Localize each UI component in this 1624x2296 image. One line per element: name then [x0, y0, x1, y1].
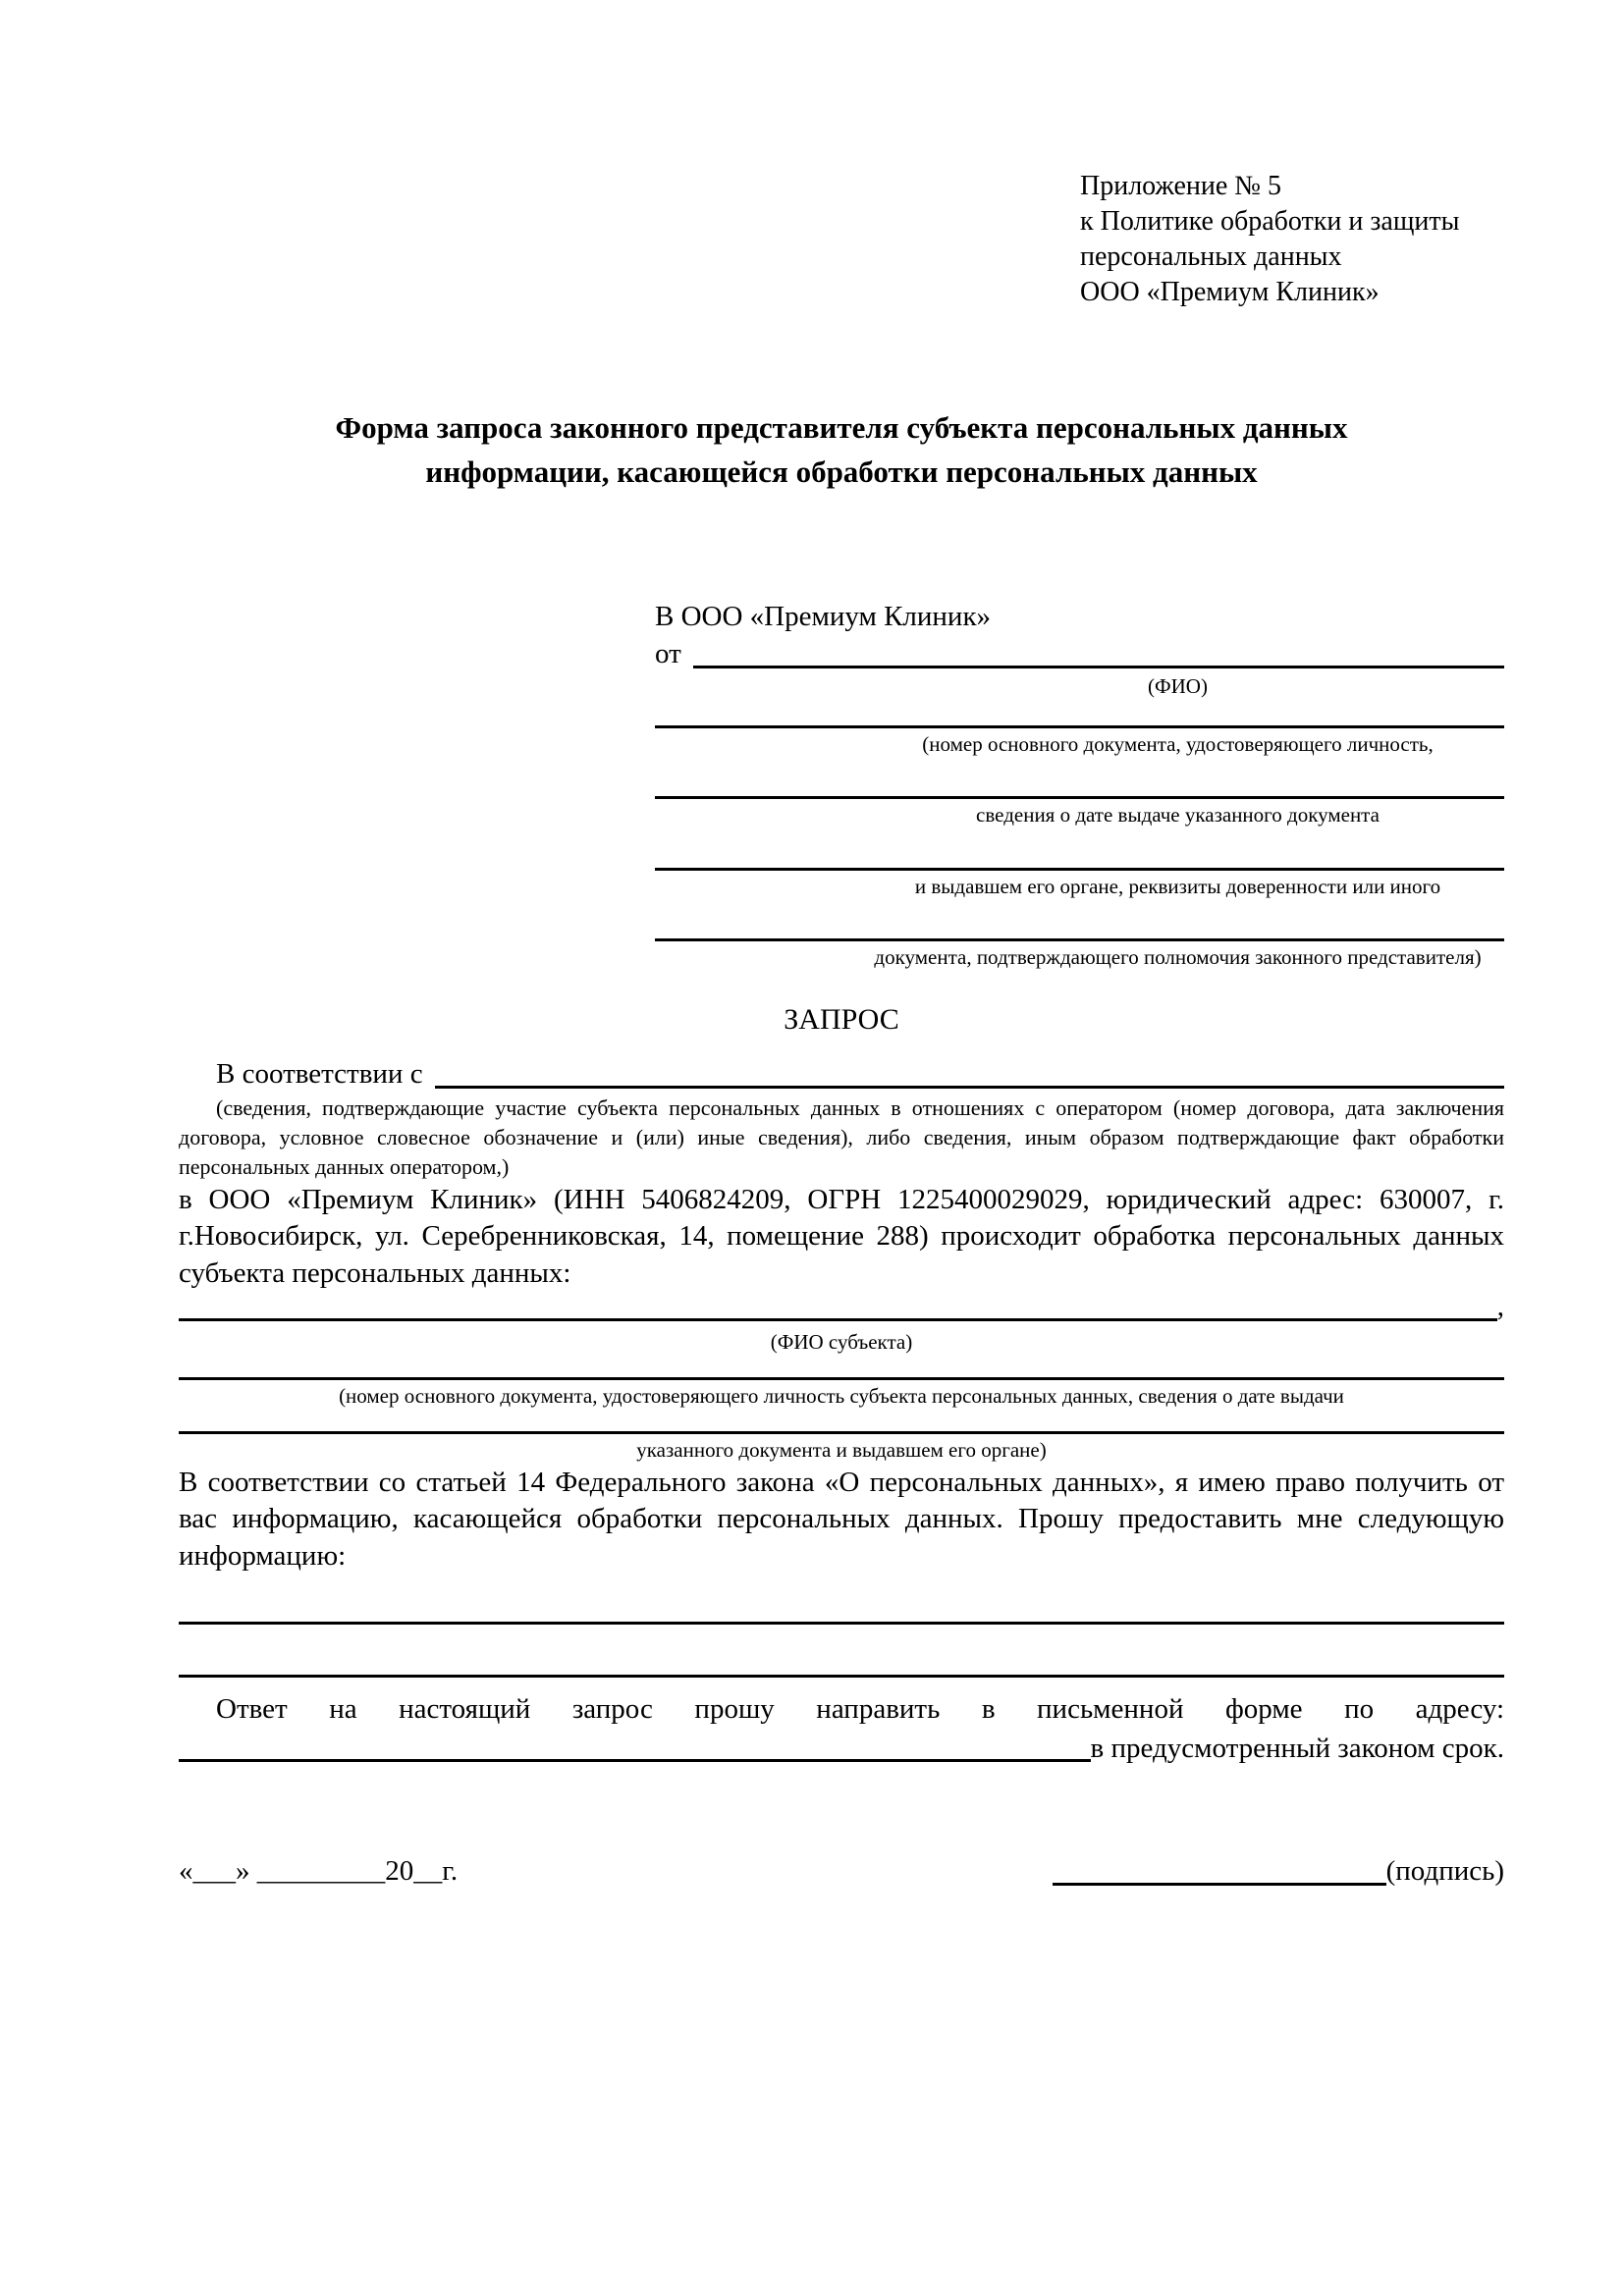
- subject-document-caption: (номер основного документа, удостоверяющего личность субъекта персональных данных, сведения о дате выдачи: [339, 1383, 1344, 1408]
- addressee-organization: В ООО «Премиум Клиник»: [655, 601, 992, 633]
- reply-suffix: в предусмотренный законом срок.: [1090, 1732, 1504, 1764]
- reply-address-blank-line: [179, 1759, 1091, 1762]
- request-heading: ЗАПРОС: [784, 1003, 899, 1037]
- signature-field: [1053, 1853, 1504, 1891]
- information-blank-line: [179, 1575, 1504, 1625]
- subject-fio-field: [179, 1290, 1504, 1326]
- appendix-line: персональных данных: [1080, 241, 1342, 273]
- from-label: от: [655, 638, 681, 669]
- date-blank: «___» _________20__г.: [179, 1855, 459, 1888]
- subject-fio-comma: ,: [1496, 1290, 1504, 1322]
- rights-paragraph: В соответствии со статьей 14 Федерального закона «О персональных данных», я имею право получить от вас информацию, касающейся обработки персональных данных. Прошу предоставить мне следующую информацию:: [179, 1466, 1504, 1572]
- document-number-blank-line: [655, 700, 1504, 728]
- form-title-line: Форма запроса законного представителя субъекта персональных данных: [335, 410, 1348, 446]
- fio-caption: (ФИО): [1148, 673, 1208, 698]
- form-title: [179, 406, 1504, 495]
- footer: [179, 1853, 1504, 1891]
- from-field: [655, 636, 1504, 673]
- subject-fio-caption: (ФИО субъекта): [770, 1329, 913, 1354]
- appendix-reference: [1080, 169, 1504, 310]
- subject-authority-blank-line: [179, 1410, 1504, 1434]
- form-title-line: информации, касающейся обработки персональных данных: [425, 454, 1258, 490]
- accordance-caption: (сведения, подтверждающие участие субъекта персональных данных в отношениях с оператором (номер договора, дата заключения договора, условное словесное обозначение и (или) иные сведения), либо сведения, иным образом подтверждающие факт обработки персональных данных оператором,): [179, 1095, 1504, 1179]
- issuing-authority-blank-line: [655, 829, 1504, 871]
- signature-blank-line: [1053, 1883, 1386, 1886]
- information-blank-line: [179, 1625, 1504, 1678]
- subject-document-blank-line: [179, 1356, 1504, 1380]
- addressee-block: [655, 599, 1504, 971]
- reply-paragraph: Ответ на настоящий запрос прошу направить в письменной форме по адресу:: [216, 1692, 1504, 1725]
- accordance-label: В соответствии с: [216, 1058, 423, 1091]
- appendix-line: Приложение № 5: [1080, 171, 1281, 201]
- signature-caption: (подпись): [1385, 1855, 1504, 1888]
- issuing-authority-caption: и выдавшем его органе, реквизиты доверенности или иного: [914, 874, 1441, 898]
- accordance-blank-line: [435, 1086, 1504, 1089]
- reply-address-field: [179, 1728, 1504, 1767]
- accordance-field: [179, 1056, 1504, 1094]
- appendix-line: ООО «Премиум Клиник»: [1080, 277, 1380, 308]
- authority-document-blank-line: [655, 900, 1504, 941]
- document-number-caption: (номер основного документа, удостоверяющего личность,: [922, 731, 1434, 756]
- operator-paragraph: в ООО «Премиум Клиник» (ИНН 5406824209, ОГРН 1225400029029, юридический адрес: 630007, г. г.Новосибирск, ул. Серебренниковская, 14, помещение 288) происходит обработка персональных данных субъекта персональных данных:: [179, 1183, 1504, 1289]
- from-blank-line: [693, 666, 1504, 668]
- issue-date-blank-line: [655, 758, 1504, 799]
- subject-fio-blank-line: [179, 1318, 1497, 1321]
- issue-date-caption: сведения о дате выдаче указанного документа: [976, 803, 1380, 828]
- authority-document-caption: документа, подтверждающего полномочия законного представителя): [874, 944, 1482, 969]
- subject-authority-caption: указанного документа и выдавшем его органе): [636, 1438, 1047, 1463]
- appendix-line: к Политике обработки и защиты: [1080, 206, 1460, 238]
